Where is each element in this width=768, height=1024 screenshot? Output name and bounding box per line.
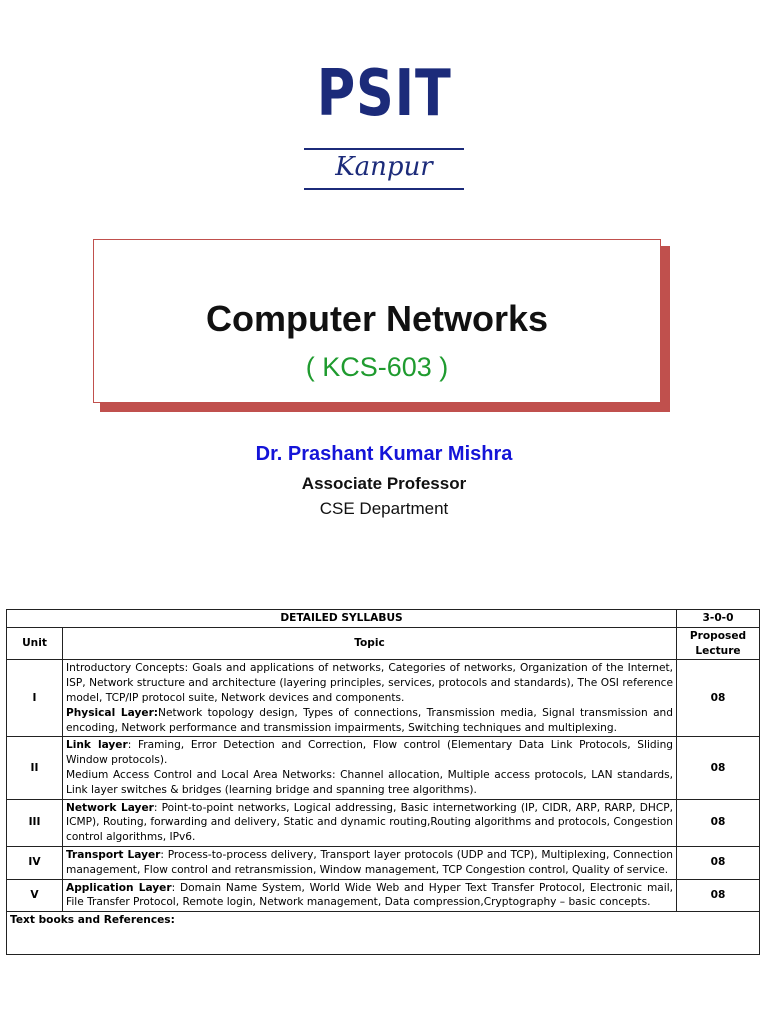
logo-brand: PSIT (316, 57, 452, 131)
unit-lectures: 08 (677, 737, 760, 799)
topic-section-label: Network Layer (66, 801, 154, 814)
unit-topic (63, 660, 677, 737)
syllabus-table (6, 609, 760, 955)
title-box (93, 239, 661, 403)
unit-row (7, 879, 760, 912)
topic-section (66, 706, 673, 736)
logo-divider-top (304, 148, 464, 150)
topic-section-label: Introductory Concepts (66, 662, 185, 675)
author-department: CSE Department (319, 499, 449, 518)
author-name: Dr. Prashant Kumar Mishra (255, 443, 513, 465)
unit-lectures: 08 (677, 879, 760, 912)
topic-section-label: Application Layer (66, 881, 172, 894)
topic-section-text: Medium Access Control and Local Area Networks: Channel allocation, Multiple access protocols, LAN standards, Link layer switches & bridges (learning bridge and spanning tree algorithms). (66, 768, 674, 796)
ltp-value: 3-0-0 (677, 610, 760, 628)
topic-section (66, 768, 673, 798)
topic-section-text: : Framing, Error Detection and Correction, Flow control (Elementary Data Link Protocols, Sliding Window protocols). (66, 739, 674, 767)
unit-topic (63, 879, 677, 912)
unit-lectures: 08 (677, 660, 760, 737)
topic-section (66, 661, 673, 705)
psit-logo (296, 56, 472, 196)
unit-row (7, 737, 760, 799)
unit-topic (63, 737, 677, 799)
course-title: Computer Networks (205, 298, 549, 339)
logo-city: Kanpur (335, 152, 433, 182)
references-heading: Text books and References: (7, 912, 760, 955)
column-header-topic: Topic (63, 627, 677, 660)
unit-number: I (7, 660, 63, 737)
topic-section-text: : Point-to-point networks, Logical addressing, Basic internetworking (IP, CIDR, ARP, RARP, DHCP, ICMP), Routing, forwarding and delivery, Static and dynamic routing,Routing algorithms and protocols, Congestion control algorithms, IPv6. (66, 801, 674, 844)
course-code: ( KCS-603 ) (305, 352, 449, 382)
topic-section-label: Physical Layer: (66, 706, 159, 719)
column-header-unit: Unit (7, 627, 63, 660)
unit-row (7, 660, 760, 737)
topic-section-text: : Process-to-process delivery, Transport layer protocols (UDP and TCP), Multiplexing, Connection management, Flow control and retransmission, Window management, TCP Congestion control, Quality of service. (66, 848, 674, 876)
topic-section-text: : Goals and applications of networks, Categories of networks, Organization of the Internet, ISP, Network structure and architecture (layering principles, services, protocols and standards), The OSI reference model, TCP/IP protocol suite, Network devices and components. (66, 662, 674, 704)
unit-lectures: 08 (677, 799, 760, 846)
logo-divider-bottom (304, 188, 464, 190)
syllabus-column-header-row (7, 627, 760, 660)
unit-number: V (7, 879, 63, 912)
topic-section (66, 801, 673, 845)
references-row (7, 912, 760, 955)
unit-topic (63, 799, 677, 846)
topic-section (66, 881, 673, 911)
unit-number: II (7, 737, 63, 799)
unit-number: III (7, 799, 63, 846)
syllabus-heading-row (7, 610, 760, 628)
unit-lectures: 08 (677, 846, 760, 879)
syllabus-heading: DETAILED SYLLABUS (7, 610, 677, 628)
unit-number: IV (7, 846, 63, 879)
unit-row (7, 846, 760, 879)
topic-section-label: Link layer (66, 739, 128, 752)
topic-section-label: Transport Layer (66, 848, 161, 861)
topic-section (66, 848, 673, 878)
author-designation: Associate Professor (301, 474, 467, 493)
unit-row (7, 799, 760, 846)
unit-topic (63, 846, 677, 879)
topic-section (66, 738, 673, 768)
topic-section-text: : Domain Name System, World Wide Web and Hyper Text Transfer Protocol, Electronic mail, File Transfer Protocol, Remote login, Network management, Data compression,Cryptography – basic concepts. (66, 881, 674, 909)
column-header-lecture: Proposed Lecture (677, 627, 760, 660)
topic-section-text: Network topology design, Types of connections, Transmission media, Signal transmission and encoding, Network performance and transmission impairments, Switching techniques and multiplexing. (66, 706, 674, 734)
